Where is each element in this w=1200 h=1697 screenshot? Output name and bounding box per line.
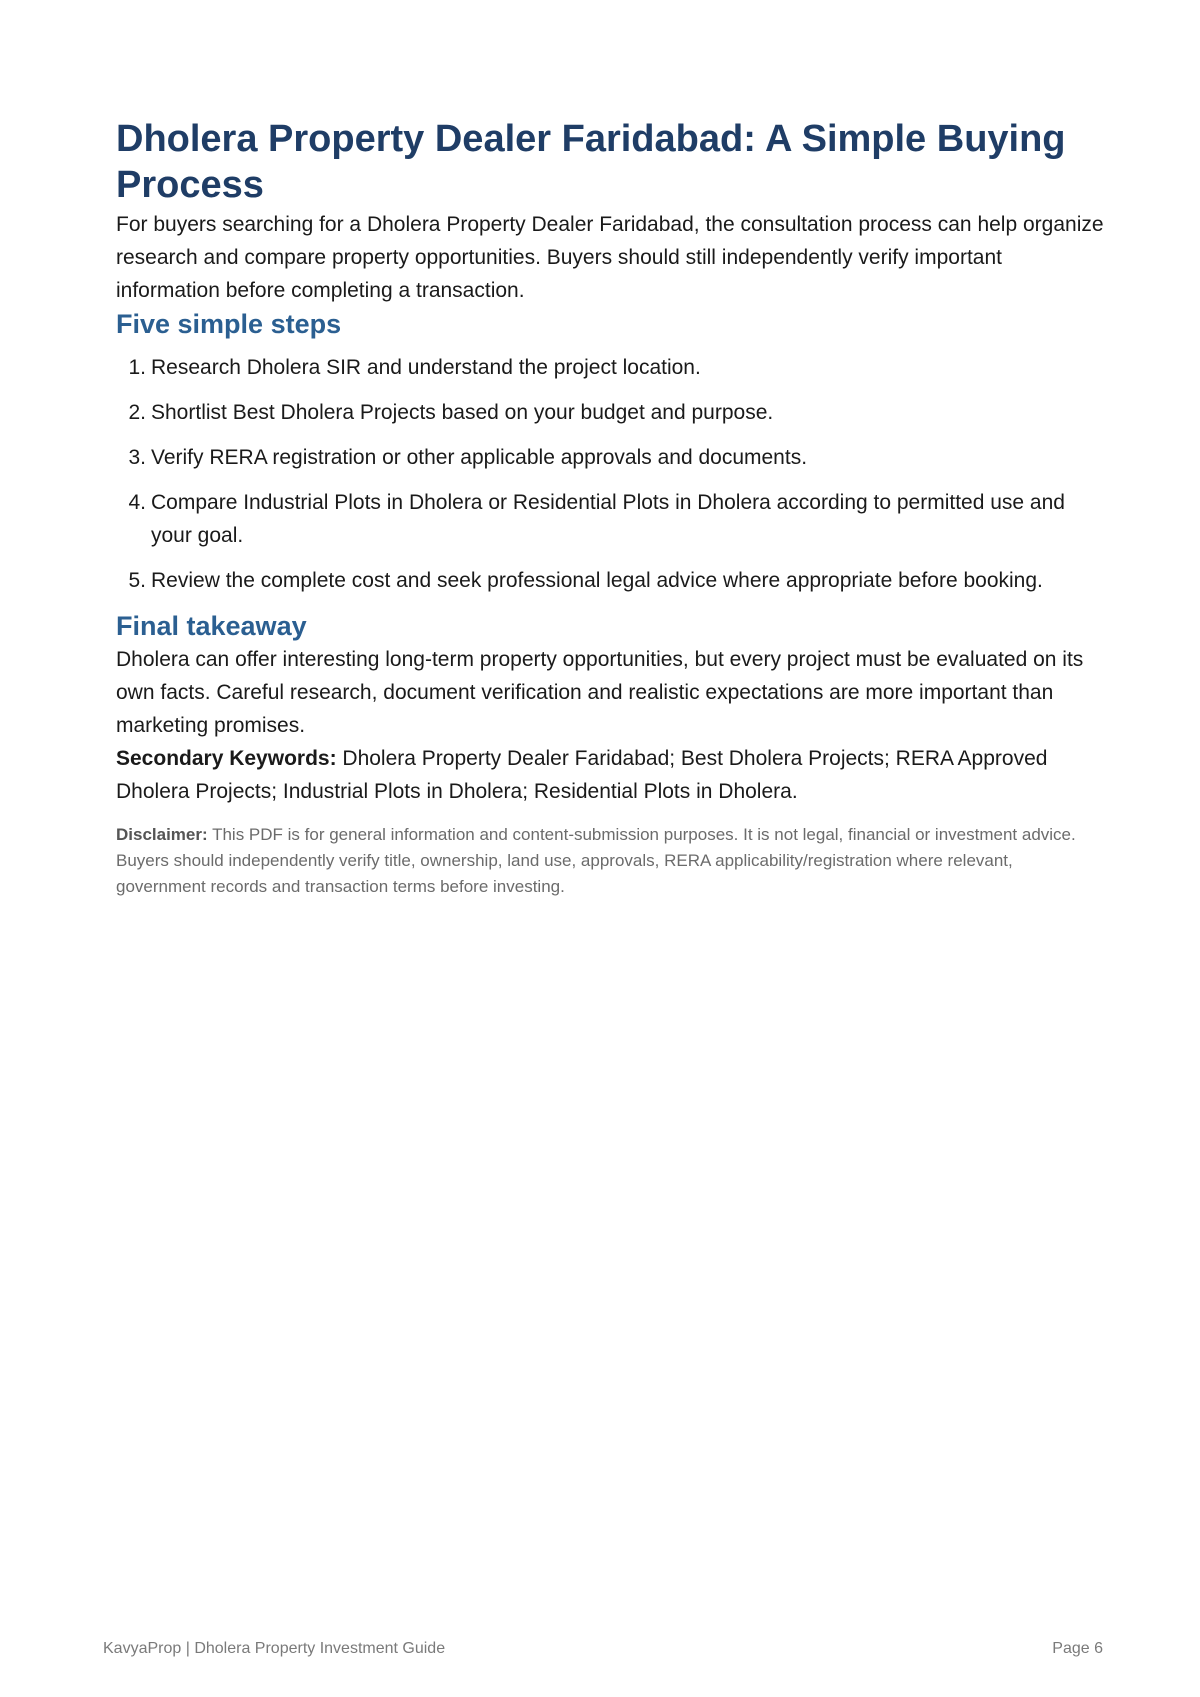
keywords-text: Dholera Property Dealer Faridabad; Best Dholera Projects; RERA Approved Dholera Projects; Industrial Plots in Dholera; Residential Plots in Dholera. xyxy=(116,747,1048,803)
keywords-label: Secondary Keywords: xyxy=(116,747,337,770)
steps-list xyxy=(116,351,1106,597)
step-text: Verify RERA registration or other applicable approvals and documents. xyxy=(151,446,808,469)
takeaway-heading: Final takeaway xyxy=(116,611,307,641)
step-text: Review the complete cost and seek professional legal advice where appropriate before booking. xyxy=(151,569,1043,592)
page-number: Page 6 xyxy=(1052,1640,1103,1657)
step-number: 2. xyxy=(128,401,146,424)
step-number: 5. xyxy=(128,569,146,592)
footer-guide-title: KavyaProp | Dholera Property Investment Guide xyxy=(103,1640,446,1657)
step-text: Compare Industrial Plots in Dholera or Residential Plots in Dholera according to permitted use and your goal. xyxy=(151,491,1065,547)
step-text: Shortlist Best Dholera Projects based on your budget and purpose. xyxy=(151,401,774,424)
disclaimer-text: This PDF is for general information and content-submission purposes. It is not legal, financial or investment advice. Buyers should independently verify title, ownership, land use, approvals, RERA applicability/registration where relevant, government records and transaction terms before investing. xyxy=(116,825,1076,896)
takeaway-paragraph: Dholera can offer interesting long-term property opportunities, but every project must be evaluated on its own facts. Careful research, document verification and realistic expectations are more important than marketing promises. xyxy=(116,648,1084,737)
list-item xyxy=(116,564,1106,597)
page-footer xyxy=(103,1637,1103,1661)
page-content xyxy=(116,116,1106,917)
list-item xyxy=(116,396,1106,429)
step-text: Research Dholera SIR and understand the project location. xyxy=(151,356,701,379)
step-number: 1. xyxy=(128,356,146,379)
keywords-paragraph xyxy=(116,742,1106,808)
step-number: 4. xyxy=(128,491,146,514)
list-item xyxy=(116,441,1106,474)
disclaimer-label: Disclaimer: xyxy=(116,825,208,844)
step-number: 3. xyxy=(128,446,146,469)
page-title: Dholera Property Dealer Faridabad: A Simple Buying Process xyxy=(116,118,1066,206)
steps-heading: Five simple steps xyxy=(116,309,342,339)
list-item xyxy=(116,351,1106,384)
intro-paragraph: For buyers searching for a Dholera Property Dealer Faridabad, the consultation process can help organize research and compare property opportunities. Buyers should still independently verify important information before completing a transaction. xyxy=(116,213,1104,302)
disclaimer-paragraph xyxy=(116,822,1106,900)
list-item xyxy=(116,486,1106,552)
